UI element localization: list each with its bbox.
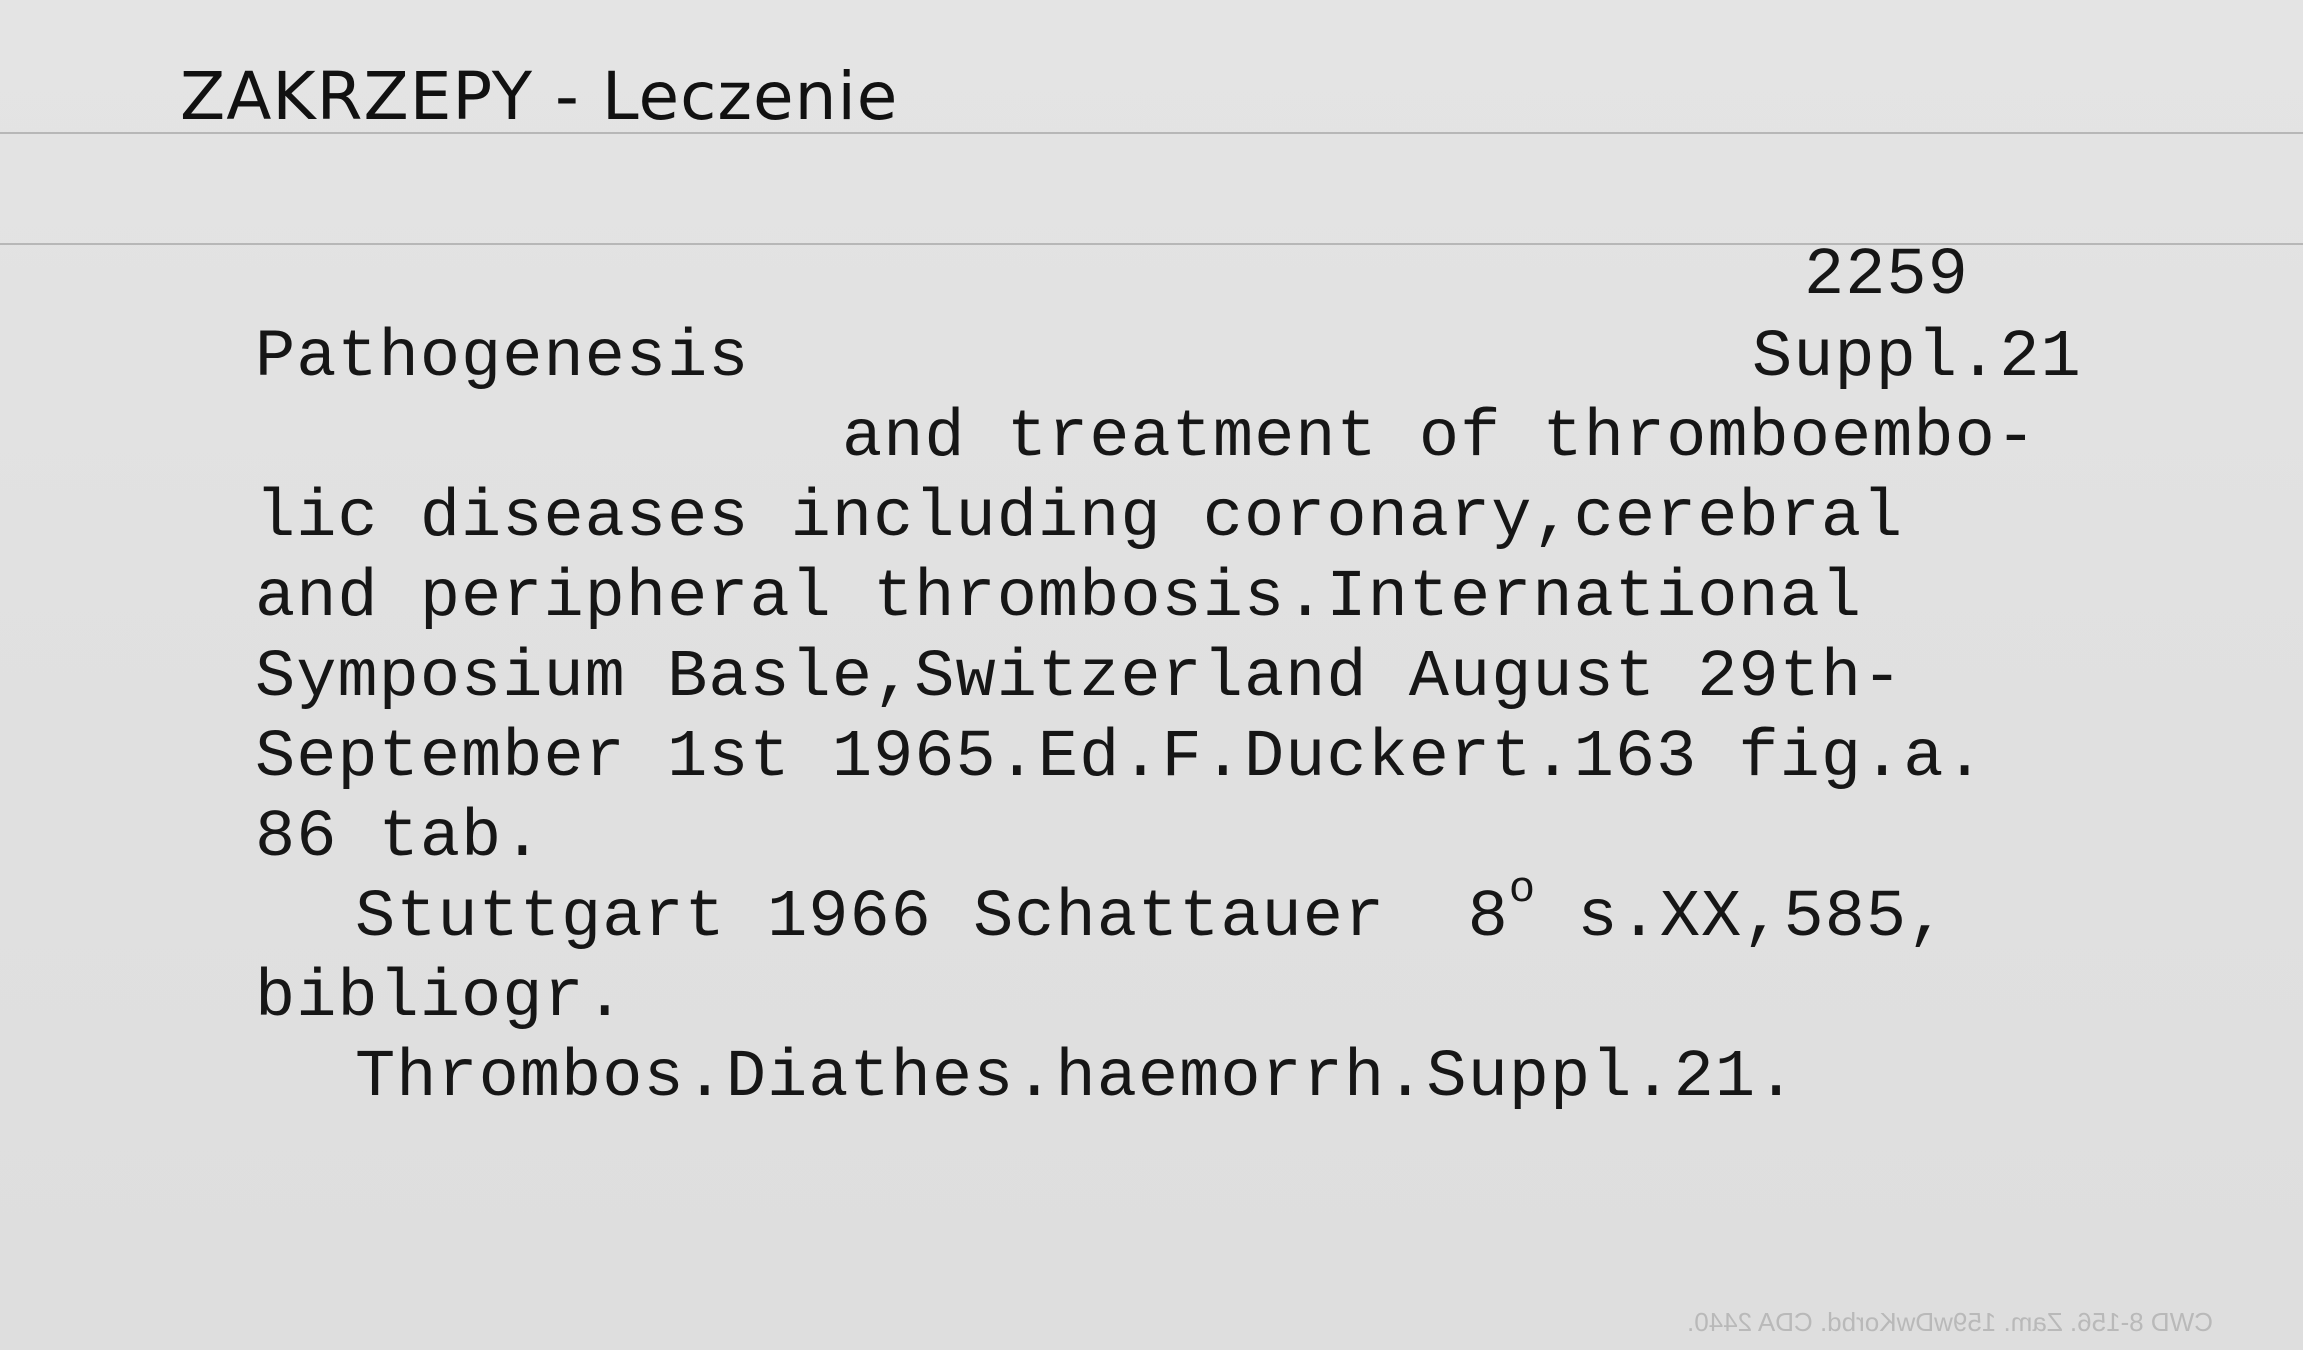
imprint-text: Stuttgart 1966 Schattauer 8 xyxy=(355,880,1509,956)
series-note: Thrombos.Diathes.haemorrh.Suppl.21. xyxy=(355,1040,1798,1116)
title-line: September 1st 1965.Ed.F.Duckert.163 fig.a. xyxy=(255,720,1986,796)
shelfmark: Suppl.21 xyxy=(1752,320,2082,396)
call-number: 2259 xyxy=(1804,238,1969,314)
imprint-pages: s.XX,585, xyxy=(1536,880,1949,956)
title-line: lic diseases including coronary,cerebral xyxy=(255,480,1904,556)
title-line: and peripheral thrombosis.International xyxy=(255,560,1863,636)
subject-heading: ZAKRZEPY - Leczenie xyxy=(180,58,899,135)
printer-mark: CWD 8-156. Zam. 159wDwKorbd. CDA 2440. xyxy=(1687,1307,2213,1337)
title-line: Symposium Basle,Switzerland August 29th- xyxy=(255,640,1904,716)
title-line: 86 tab. xyxy=(255,800,544,876)
title-line: and treatment of thromboembo- xyxy=(842,400,2037,476)
title-start: Pathogenesis xyxy=(255,320,750,396)
imprint-line xyxy=(355,865,1949,964)
imprint-continuation: bibliogr. xyxy=(255,960,626,1036)
format-superscript: o xyxy=(1508,865,1537,915)
